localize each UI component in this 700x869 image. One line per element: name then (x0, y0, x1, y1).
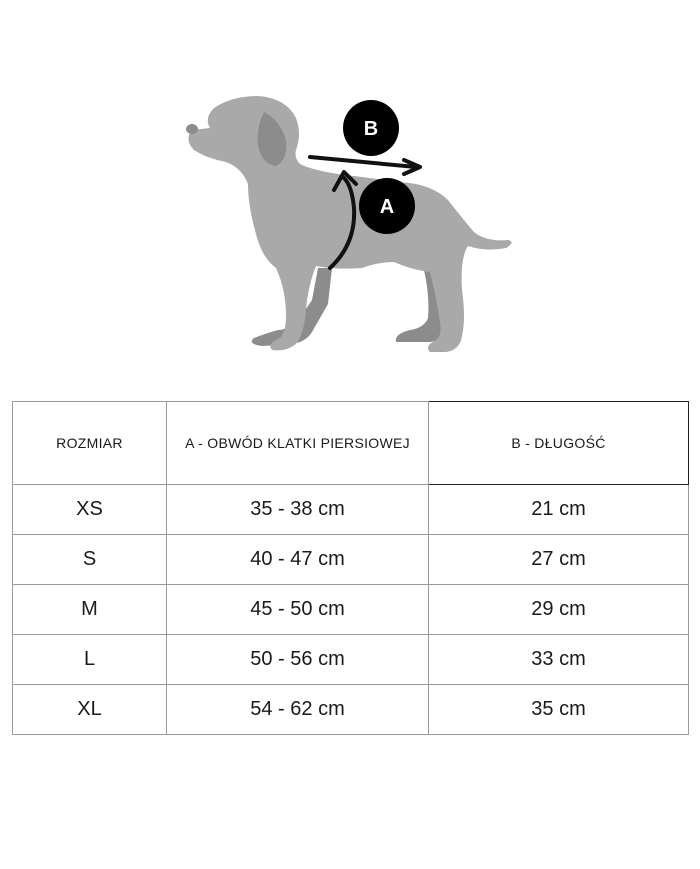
dog-measurement-illustration (0, 0, 700, 380)
length-cell: 21 cm (429, 485, 689, 535)
table-row (13, 535, 689, 585)
chest-girth-cell: 40 - 47 cm (167, 535, 429, 585)
size-cell: M (13, 585, 167, 635)
length-cell: 29 cm (429, 585, 689, 635)
header-length: B - DŁUGOŚĆ (429, 402, 689, 485)
table-row (13, 635, 689, 685)
size-cell: XS (13, 485, 167, 535)
size-cell: S (13, 535, 167, 585)
table-row (13, 685, 689, 735)
size-chart-table (12, 401, 689, 735)
marker-b (343, 100, 399, 156)
header-chest-girth: A - OBWÓD KLATKI PIERSIOWEJ (167, 402, 429, 485)
length-cell: 35 cm (429, 685, 689, 735)
chest-girth-cell: 54 - 62 cm (167, 685, 429, 735)
size-cell: XL (13, 685, 167, 735)
table-header-row (13, 402, 689, 485)
length-arrow (310, 157, 420, 174)
svg-text:B: B (363, 118, 379, 140)
marker-a (359, 178, 415, 234)
table-row (13, 485, 689, 535)
header-size: ROZMIAR (13, 402, 167, 485)
table-row (13, 585, 689, 635)
length-cell: 33 cm (429, 635, 689, 685)
svg-text:A: A (379, 196, 395, 218)
chest-girth-cell: 45 - 50 cm (167, 585, 429, 635)
size-cell: L (13, 635, 167, 685)
chest-girth-cell: 50 - 56 cm (167, 635, 429, 685)
chest-girth-cell: 35 - 38 cm (167, 485, 429, 535)
length-cell: 27 cm (429, 535, 689, 585)
